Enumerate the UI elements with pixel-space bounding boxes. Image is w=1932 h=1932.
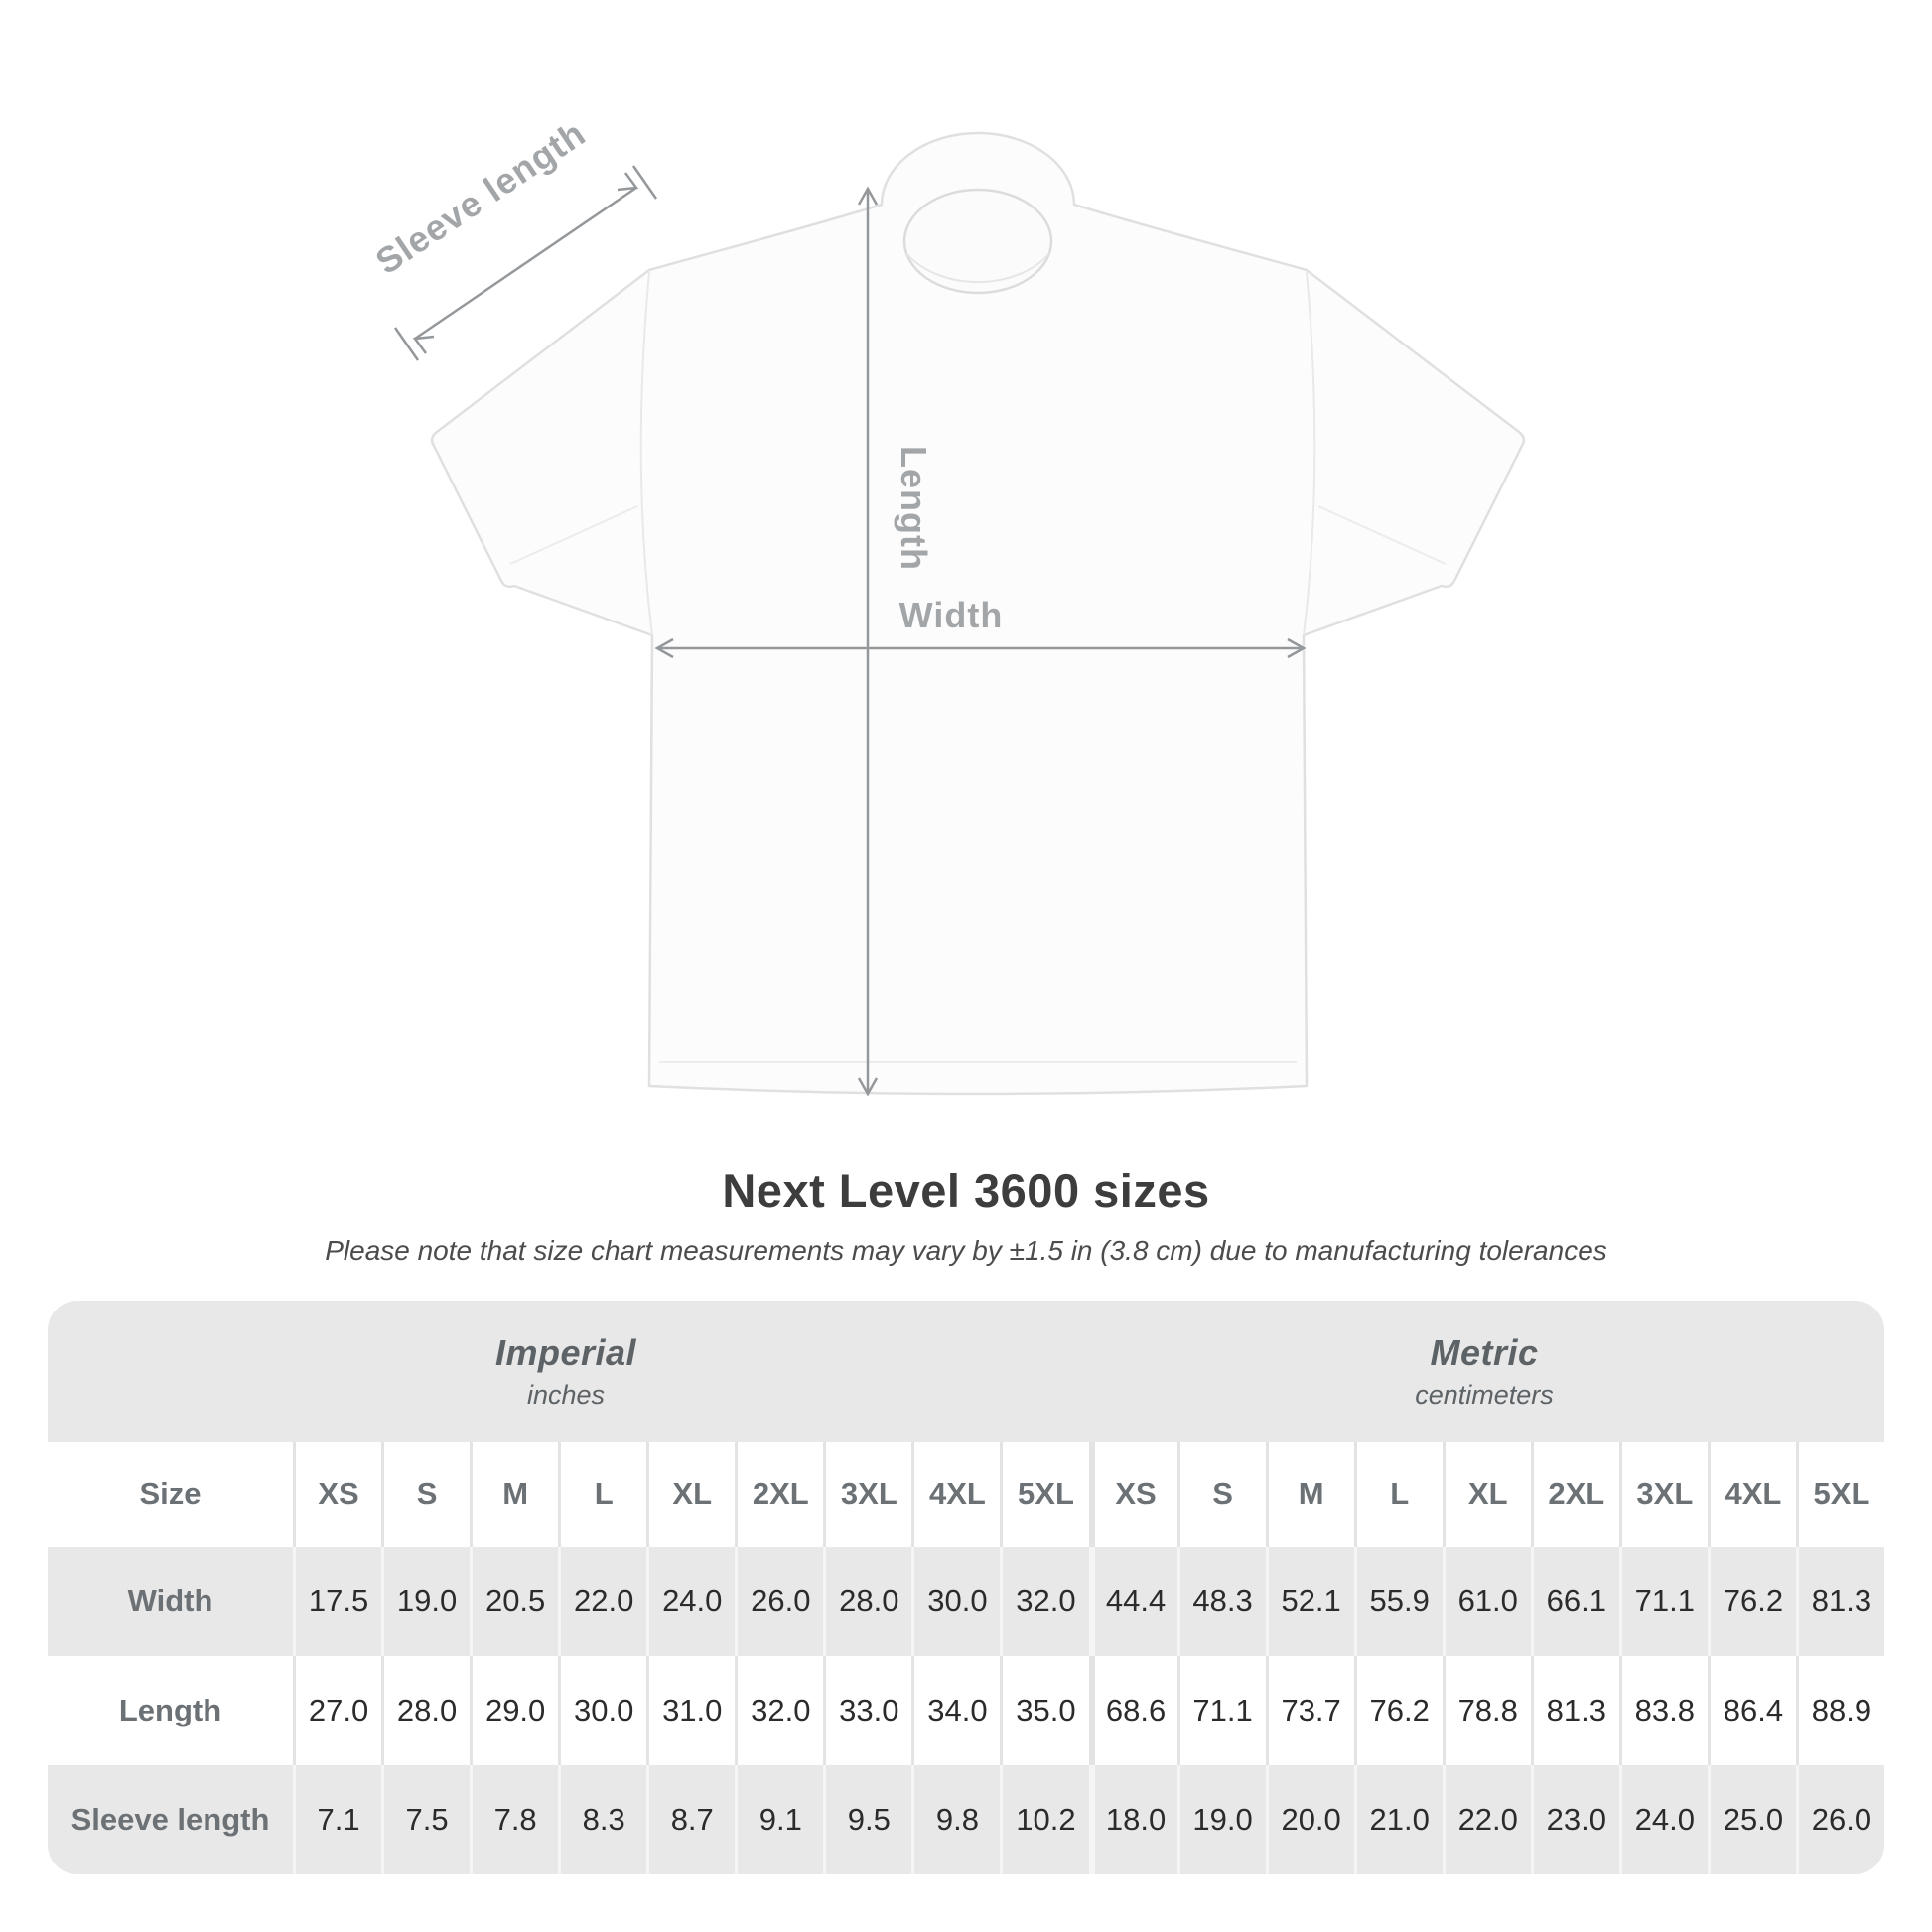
length-metric-xs: 68.6 — [1089, 1656, 1177, 1765]
width-metric-l: 55.9 — [1354, 1547, 1443, 1656]
sleeve-length-imperial-5xl: 10.2 — [1000, 1765, 1088, 1874]
col-header-metric-5xl: 5XL — [1796, 1442, 1884, 1547]
length-imperial-l: 30.0 — [558, 1656, 646, 1765]
width-metric-4xl: 76.2 — [1708, 1547, 1796, 1656]
width-imperial-3xl: 28.0 — [823, 1547, 911, 1656]
width-metric-s: 48.3 — [1177, 1547, 1266, 1656]
sleeve-length-imperial-m: 7.8 — [470, 1765, 558, 1874]
length-metric-xl: 78.8 — [1443, 1656, 1531, 1765]
width-metric-3xl: 71.1 — [1619, 1547, 1708, 1656]
col-header-imperial-s: S — [381, 1442, 470, 1547]
length-imperial-m: 29.0 — [470, 1656, 558, 1765]
width-metric-xl: 61.0 — [1443, 1547, 1531, 1656]
length-metric-4xl: 86.4 — [1708, 1656, 1796, 1765]
unit-section-metric — [1084, 1301, 1884, 1442]
unit-section-imperial — [48, 1301, 1084, 1442]
sleeve-length-metric-xs: 18.0 — [1089, 1765, 1177, 1874]
sleeve-length-imperial-3xl: 9.5 — [823, 1765, 911, 1874]
sleeve-length-metric-2xl: 23.0 — [1531, 1765, 1619, 1874]
width-imperial-xs: 17.5 — [293, 1547, 381, 1656]
col-header-imperial-3xl: 3XL — [823, 1442, 911, 1547]
sleeve-length-metric-l: 21.0 — [1354, 1765, 1443, 1874]
metric-label: Metric — [1430, 1331, 1539, 1373]
sleeve-length-imperial-4xl: 9.8 — [911, 1765, 1000, 1874]
length-imperial-xs: 27.0 — [293, 1656, 381, 1765]
width-imperial-2xl: 26.0 — [735, 1547, 823, 1656]
col-header-metric-xs: XS — [1089, 1442, 1177, 1547]
row-label-width: Width — [48, 1547, 293, 1656]
length-label: Length — [894, 446, 934, 571]
col-header-metric-m: M — [1266, 1442, 1354, 1547]
row-label-length: Length — [48, 1656, 293, 1765]
length-imperial-2xl: 32.0 — [735, 1656, 823, 1765]
row-label-sleeve-length: Sleeve length — [48, 1765, 293, 1874]
sleeve-length-metric-m: 20.0 — [1266, 1765, 1354, 1874]
width-imperial-s: 19.0 — [381, 1547, 470, 1656]
col-header-metric-l: L — [1354, 1442, 1443, 1547]
col-header-metric-s: S — [1177, 1442, 1266, 1547]
sleeve-length-imperial-l: 8.3 — [558, 1765, 646, 1874]
col-header-imperial-5xl: 5XL — [1000, 1442, 1088, 1547]
sleeve-length-metric-5xl: 26.0 — [1796, 1765, 1884, 1874]
size-table-grid — [48, 1442, 1884, 1874]
width-imperial-4xl: 30.0 — [911, 1547, 1000, 1656]
length-metric-m: 73.7 — [1266, 1656, 1354, 1765]
col-header-imperial-4xl: 4XL — [911, 1442, 1000, 1547]
length-metric-s: 71.1 — [1177, 1656, 1266, 1765]
length-metric-2xl: 81.3 — [1531, 1656, 1619, 1765]
col-header-metric-2xl: 2XL — [1531, 1442, 1619, 1547]
col-header-imperial-xs: XS — [293, 1442, 381, 1547]
length-imperial-5xl: 35.0 — [1000, 1656, 1088, 1765]
unit-band — [48, 1301, 1884, 1442]
width-metric-xs: 44.4 — [1089, 1547, 1177, 1656]
imperial-unit: inches — [526, 1379, 606, 1410]
sleeve-length-imperial-xl: 8.7 — [646, 1765, 735, 1874]
corner-header-size: Size — [48, 1442, 293, 1547]
col-header-imperial-l: L — [558, 1442, 646, 1547]
sleeve-length-imperial-2xl: 9.1 — [735, 1765, 823, 1874]
imperial-label: Imperial — [494, 1331, 637, 1373]
sleeve-length-metric-s: 19.0 — [1177, 1765, 1266, 1874]
col-header-imperial-m: M — [470, 1442, 558, 1547]
width-imperial-l: 22.0 — [558, 1547, 646, 1656]
col-header-imperial-xl: XL — [646, 1442, 735, 1547]
length-imperial-xl: 31.0 — [646, 1656, 735, 1765]
sleeve-length-metric-3xl: 24.0 — [1619, 1765, 1708, 1874]
width-imperial-m: 20.5 — [470, 1547, 558, 1656]
tolerance-note: Please note that size chart measurements may vary by ±1.5 in (3.8 cm) due to manufacturing tolerances — [325, 1235, 1607, 1266]
length-imperial-4xl: 34.0 — [911, 1656, 1000, 1765]
sleeve-length-imperial-s: 7.5 — [381, 1765, 470, 1874]
length-metric-3xl: 83.8 — [1619, 1656, 1708, 1765]
col-header-metric-xl: XL — [1443, 1442, 1531, 1547]
width-metric-2xl: 66.1 — [1531, 1547, 1619, 1656]
sleeve-length-metric-xl: 22.0 — [1443, 1765, 1531, 1874]
length-imperial-3xl: 33.0 — [823, 1656, 911, 1765]
width-imperial-xl: 24.0 — [646, 1547, 735, 1656]
page-title: Next Level 3600 sizes — [722, 1165, 1210, 1217]
width-metric-m: 52.1 — [1266, 1547, 1354, 1656]
width-label: Width — [898, 595, 1004, 635]
collar-inner — [904, 190, 1051, 293]
size-table — [48, 1301, 1884, 1874]
col-header-metric-3xl: 3XL — [1619, 1442, 1708, 1547]
width-metric-5xl: 81.3 — [1796, 1547, 1884, 1656]
sleeve-length-label: Sleeve length — [367, 112, 594, 283]
width-imperial-5xl: 32.0 — [1000, 1547, 1088, 1656]
length-imperial-s: 28.0 — [381, 1656, 470, 1765]
metric-unit: centimeters — [1415, 1379, 1554, 1410]
col-header-imperial-2xl: 2XL — [735, 1442, 823, 1547]
length-metric-5xl: 88.9 — [1796, 1656, 1884, 1765]
col-header-metric-4xl: 4XL — [1708, 1442, 1796, 1547]
sleeve-length-metric-4xl: 25.0 — [1708, 1765, 1796, 1874]
length-metric-l: 76.2 — [1354, 1656, 1443, 1765]
sleeve-length-imperial-xs: 7.1 — [293, 1765, 381, 1874]
